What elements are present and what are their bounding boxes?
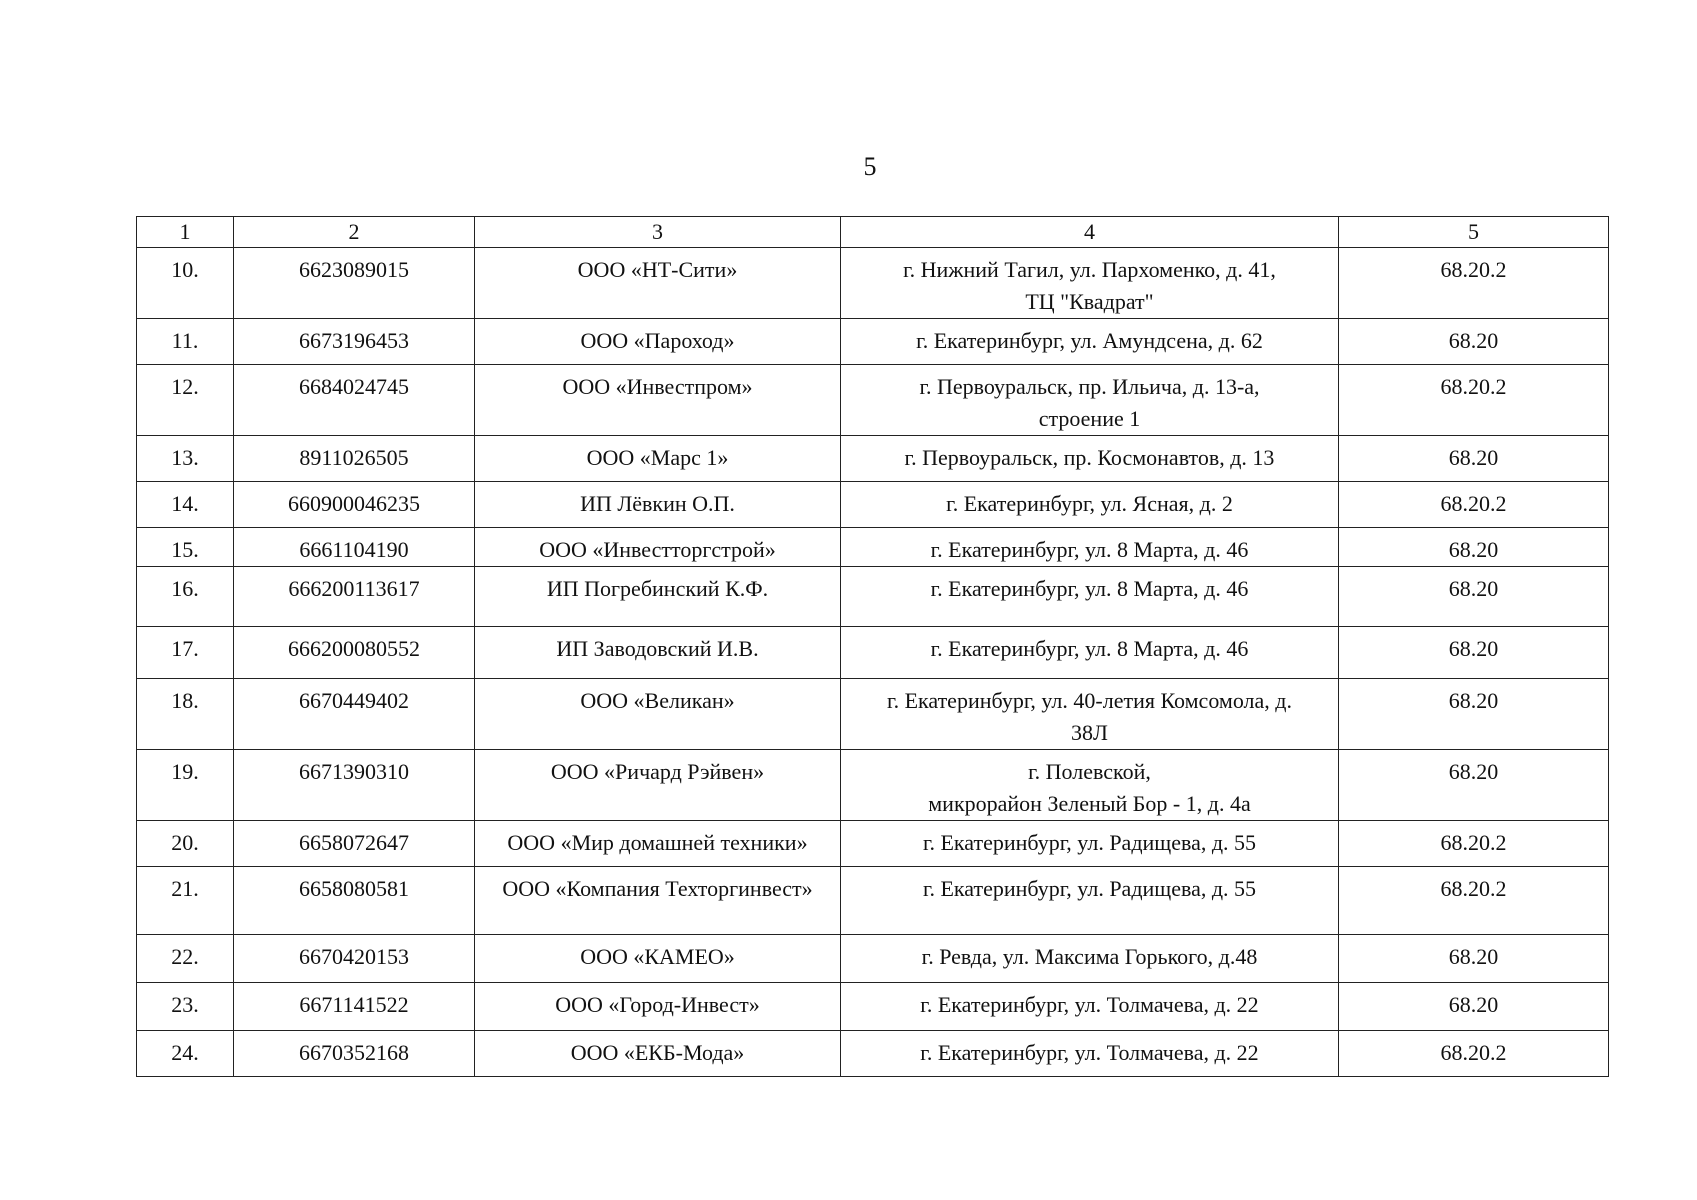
address-line: г. Екатеринбург, ул. Амундсена, д. 62	[916, 328, 1263, 353]
activity-code-cell: 68.20.2	[1339, 867, 1609, 935]
organization-name-cell: ООО «Марс 1»	[475, 436, 841, 482]
table-row	[137, 935, 1609, 983]
inn-cell: 666200113617	[234, 567, 475, 627]
inn-cell: 6684024745	[234, 365, 475, 436]
activity-code-cell: 68.20.2	[1339, 248, 1609, 319]
organization-name-cell: ООО «Великан»	[475, 679, 841, 750]
address-cell	[841, 821, 1339, 867]
organization-name-cell: ООО «Компания Техторгинвест»	[475, 867, 841, 935]
address-line: г. Ревда, ул. Максима Горького, д.48	[921, 944, 1258, 969]
header-col-4: 4	[841, 217, 1339, 248]
address-cell	[841, 436, 1339, 482]
organization-name-cell: ООО «Инвестпром»	[475, 365, 841, 436]
address-line: ТЦ "Квадрат"	[1025, 289, 1154, 314]
row-number-cell: 12.	[137, 365, 234, 436]
organization-name-cell: ООО «Ричард Рэйвен»	[475, 750, 841, 821]
inn-cell: 6670449402	[234, 679, 475, 750]
address-line: г. Екатеринбург, ул. Радищева, д. 55	[922, 830, 1257, 855]
inn-cell: 6673196453	[234, 319, 475, 365]
address-line: 38Л	[1071, 720, 1108, 745]
table-row	[137, 482, 1609, 528]
address-line: г. Нижний Тагил, ул. Пархоменко, д. 41,	[903, 257, 1276, 282]
address-cell	[841, 679, 1339, 750]
table-row	[137, 248, 1609, 319]
table-row	[137, 365, 1609, 436]
row-number-cell: 11.	[137, 319, 234, 365]
header-row	[137, 217, 1609, 248]
inn-cell: 8911026505	[234, 436, 475, 482]
address-cell	[841, 935, 1339, 983]
table-body	[137, 248, 1609, 1077]
header-col-5: 5	[1339, 217, 1609, 248]
table-row	[137, 679, 1609, 750]
inn-cell: 6658080581	[234, 867, 475, 935]
address-line: г. Екатеринбург, ул. Толмачева, д. 22	[920, 992, 1259, 1017]
row-number-cell: 10.	[137, 248, 234, 319]
organization-name-cell: ИП Заводовский И.В.	[475, 627, 841, 679]
organization-name-cell: ООО «НТ-Сити»	[475, 248, 841, 319]
inn-cell: 6658072647	[234, 821, 475, 867]
header-col-2: 2	[234, 217, 475, 248]
address-cell	[841, 528, 1339, 567]
address-line: г. Первоуральск, пр. Космонавтов, д. 13	[904, 445, 1275, 470]
registry-table	[136, 216, 1609, 1077]
row-number-cell: 24.	[137, 1031, 234, 1077]
table-row	[137, 319, 1609, 365]
address-line: г. Екатеринбург, ул. Радищева, д. 55	[922, 876, 1257, 901]
activity-code-cell: 68.20	[1339, 319, 1609, 365]
registry-table-container	[136, 216, 1608, 1077]
address-cell	[841, 627, 1339, 679]
table-row	[137, 750, 1609, 821]
address-cell	[841, 983, 1339, 1031]
organization-name-cell: ИП Лёвкин О.П.	[475, 482, 841, 528]
inn-cell: 6670420153	[234, 935, 475, 983]
row-number-cell: 17.	[137, 627, 234, 679]
organization-name-cell: ООО «ЕКБ-Мода»	[475, 1031, 841, 1077]
table-row	[137, 983, 1609, 1031]
address-line: г. Екатеринбург, ул. Ясная, д. 2	[946, 491, 1233, 516]
table-row	[137, 1031, 1609, 1077]
row-number-cell: 23.	[137, 983, 234, 1031]
activity-code-cell: 68.20.2	[1339, 482, 1609, 528]
activity-code-cell: 68.20.2	[1339, 821, 1609, 867]
table-header	[137, 217, 1609, 248]
address-cell	[841, 750, 1339, 821]
row-number-cell: 14.	[137, 482, 234, 528]
organization-name-cell: ООО «Пароход»	[475, 319, 841, 365]
address-line: г. Екатеринбург, ул. Толмачева, д. 22	[920, 1040, 1259, 1065]
organization-name-cell: ООО «Мир домашней техники»	[475, 821, 841, 867]
activity-code-cell: 68.20	[1339, 567, 1609, 627]
row-number-cell: 22.	[137, 935, 234, 983]
address-line: г. Полевской,	[1028, 759, 1151, 784]
inn-cell: 6661104190	[234, 528, 475, 567]
activity-code-cell: 68.20	[1339, 983, 1609, 1031]
activity-code-cell: 68.20	[1339, 679, 1609, 750]
row-number-cell: 21.	[137, 867, 234, 935]
row-number-cell: 16.	[137, 567, 234, 627]
header-col-3: 3	[475, 217, 841, 248]
inn-cell: 6623089015	[234, 248, 475, 319]
header-col-1: 1	[137, 217, 234, 248]
address-cell	[841, 248, 1339, 319]
table-row	[137, 821, 1609, 867]
inn-cell: 666200080552	[234, 627, 475, 679]
address-line: г. Екатеринбург, ул. 40-летия Комсомола, д.	[887, 688, 1292, 713]
address-line: микрорайон Зеленый Бор - 1, д. 4а	[928, 791, 1251, 816]
address-line: г. Первоуральск, пр. Ильича, д. 13-а,	[919, 374, 1260, 399]
address-line: строение 1	[1038, 406, 1141, 431]
address-line: г. Екатеринбург, ул. 8 Марта, д. 46	[930, 537, 1249, 562]
address-cell	[841, 867, 1339, 935]
address-cell	[841, 482, 1339, 528]
row-number-cell: 15.	[137, 528, 234, 567]
row-number-cell: 20.	[137, 821, 234, 867]
table-row	[137, 528, 1609, 567]
activity-code-cell: 68.20	[1339, 436, 1609, 482]
activity-code-cell: 68.20.2	[1339, 1031, 1609, 1077]
row-number-cell: 18.	[137, 679, 234, 750]
activity-code-cell: 68.20.2	[1339, 365, 1609, 436]
inn-cell: 6671141522	[234, 983, 475, 1031]
activity-code-cell: 68.20	[1339, 627, 1609, 679]
inn-cell: 6670352168	[234, 1031, 475, 1077]
address-cell	[841, 567, 1339, 627]
page-number: 5	[863, 152, 877, 181]
table-row	[137, 627, 1609, 679]
address-line: г. Екатеринбург, ул. 8 Марта, д. 46	[930, 636, 1249, 661]
address-cell	[841, 1031, 1339, 1077]
inn-cell: 660900046235	[234, 482, 475, 528]
address-line: г. Екатеринбург, ул. 8 Марта, д. 46	[930, 576, 1249, 601]
address-cell	[841, 319, 1339, 365]
address-cell	[841, 365, 1339, 436]
organization-name-cell: ООО «Инвестторгстрой»	[475, 528, 841, 567]
inn-cell: 6671390310	[234, 750, 475, 821]
row-number-cell: 13.	[137, 436, 234, 482]
organization-name-cell: ООО «КАМЕО»	[475, 935, 841, 983]
row-number-cell: 19.	[137, 750, 234, 821]
organization-name-cell: ООО «Город-Инвест»	[475, 983, 841, 1031]
table-row	[137, 867, 1609, 935]
activity-code-cell: 68.20	[1339, 528, 1609, 567]
organization-name-cell: ИП Погребинский К.Ф.	[475, 567, 841, 627]
table-row	[137, 436, 1609, 482]
activity-code-cell: 68.20	[1339, 750, 1609, 821]
activity-code-cell: 68.20	[1339, 935, 1609, 983]
table-row	[137, 567, 1609, 627]
